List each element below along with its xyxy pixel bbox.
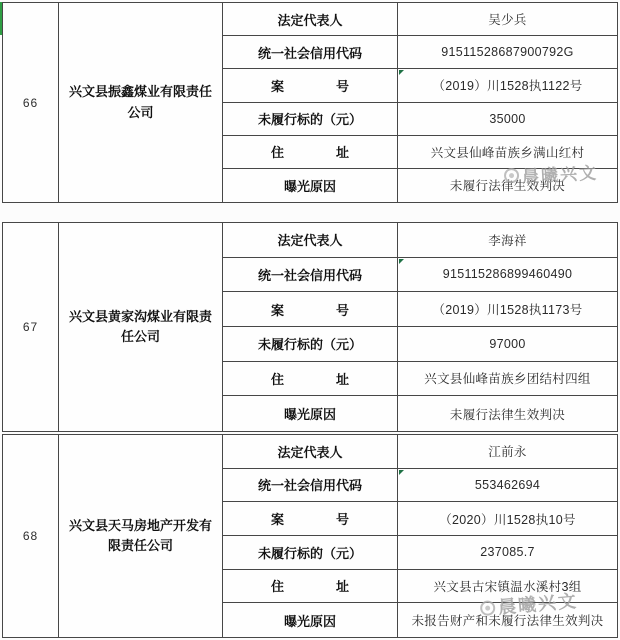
field-label-address: 住 址 (223, 136, 398, 169)
field-value-legal-rep: 吴少兵 (398, 3, 617, 36)
field-value-amount: 237085.7 (398, 536, 617, 570)
field-label-legal-rep: 法定代表人 (223, 223, 398, 258)
field-label-amount: 未履行标的（元） (223, 103, 398, 136)
field-label-legal-rep: 法定代表人 (223, 3, 398, 36)
field-label-exposure-reason: 曝光原因 (223, 169, 398, 202)
company-name: 兴文县振鑫煤业有限责任公司 (59, 3, 223, 202)
field-value-amount: 97000 (398, 327, 617, 362)
field-value-credit-code: 91511528687900792G (398, 36, 617, 69)
record-table-68 (2, 434, 618, 638)
field-value-address: 兴文县仙峰苗族乡团结村四组 (398, 362, 617, 397)
watermark-text: 晨曦兴文 (521, 163, 599, 187)
company-name: 兴文县天马房地产开发有限责任公司 (59, 435, 223, 637)
field-value-case-number: （2019）川1528执1173号 (398, 292, 617, 327)
field-label-case-number: 案 号 (223, 69, 398, 102)
field-value-exposure-reason: 未履行法律生效判决 (449, 179, 566, 194)
field-label-amount: 未履行标的（元） (223, 327, 398, 362)
field-value-credit-code: 553462694 (398, 469, 617, 503)
row-number: 67 (3, 223, 59, 431)
field-label-case-number: 案 号 (223, 502, 398, 536)
field-value-legal-rep: 江前永 (398, 435, 617, 469)
field-label-address: 住 址 (223, 362, 398, 397)
field-label-case-number: 案 号 (223, 292, 398, 327)
record-table-66 (2, 2, 618, 203)
field-label-address: 住 址 (223, 570, 398, 604)
field-label-legal-rep: 法定代表人 (223, 435, 398, 469)
field-label-exposure-reason: 曝光原因 (223, 603, 398, 637)
field-value-address: 兴文县古宋镇温水溪村3组 (398, 570, 617, 604)
record-table-67 (2, 222, 618, 432)
field-label-credit-code: 统一社会信用代码 (223, 258, 398, 293)
company-name: 兴文县黄家沟煤业有限责任公司 (59, 223, 223, 431)
field-value-legal-rep: 李海祥 (398, 223, 617, 258)
watermark-text: 晨曦兴文 (497, 590, 579, 618)
field-value-case-number: （2020）川1528执10号 (398, 502, 617, 536)
field-value-case-number: （2019）川1528执1122号 (398, 69, 617, 102)
row-number: 68 (3, 435, 59, 637)
row-number: 66 (3, 3, 59, 202)
field-label-amount: 未履行标的（元） (223, 536, 398, 570)
field-value-address: 兴文县仙峰苗族乡满山红村 (398, 136, 617, 169)
field-label-credit-code: 统一社会信用代码 (223, 36, 398, 69)
field-value-credit-code: 915115286899460490 (398, 258, 617, 293)
field-value-exposure-reason: 未履行法律生效判决 (449, 407, 566, 422)
field-label-exposure-reason: 曝光原因 (223, 396, 398, 431)
field-value-amount: 35000 (398, 103, 617, 136)
field-value-exposure-reason: 未报告财产和未履行法律生效判决 (411, 614, 604, 629)
field-label-credit-code: 统一社会信用代码 (223, 469, 398, 503)
